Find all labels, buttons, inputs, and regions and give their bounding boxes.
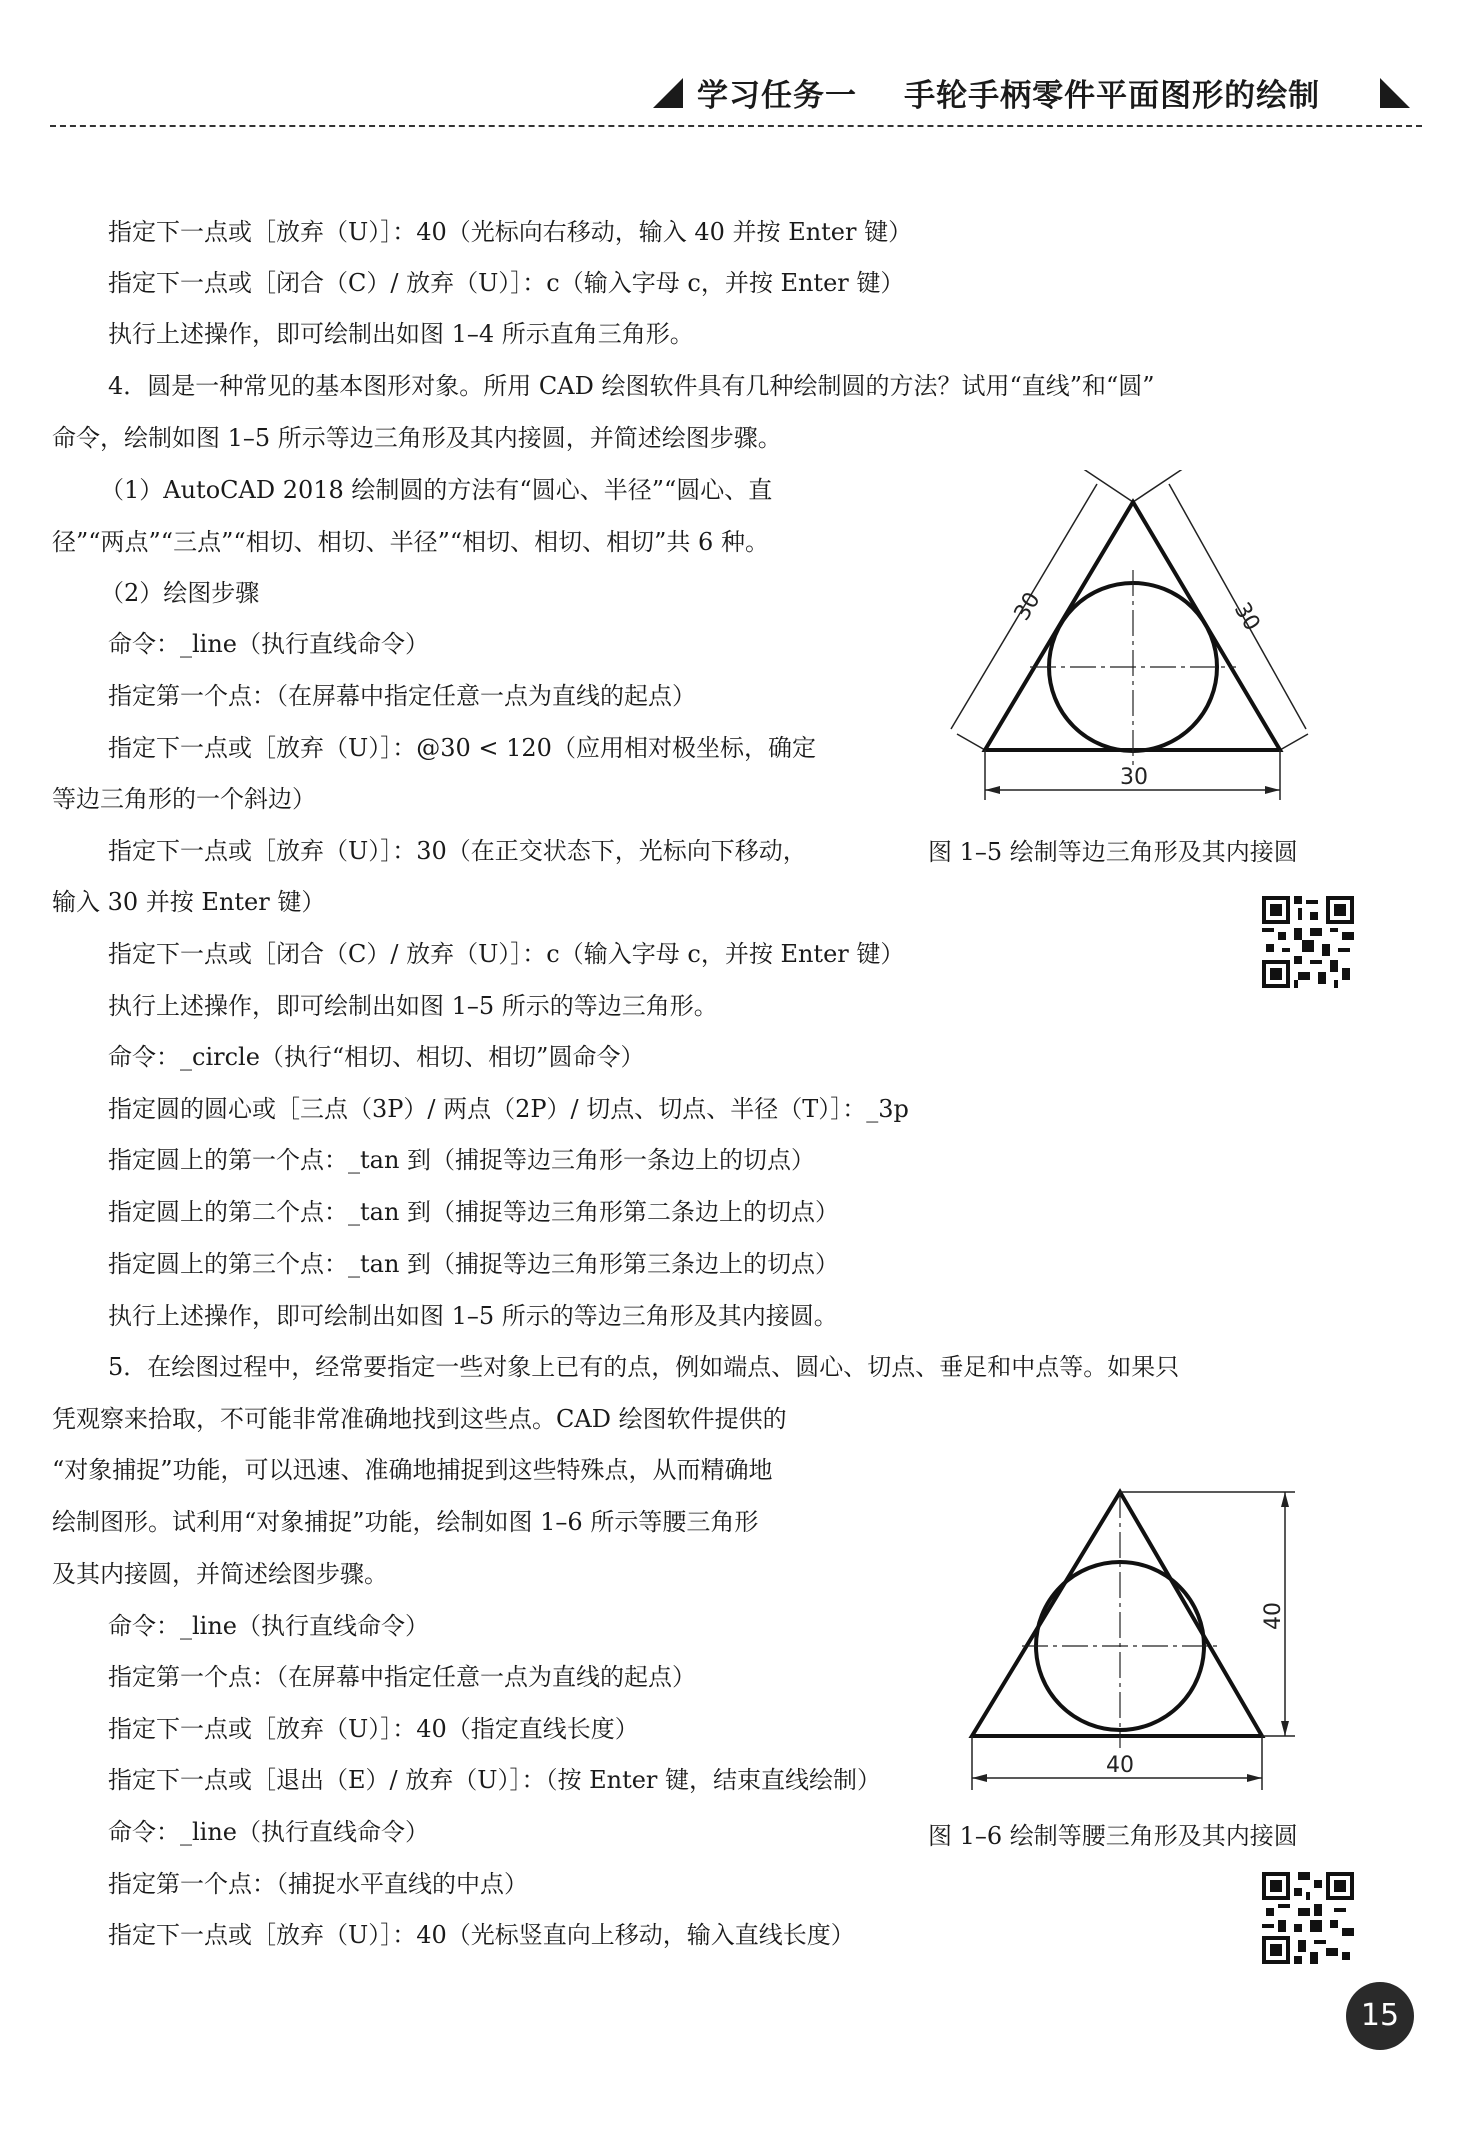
text-line: 指定下一点或［放弃（U）］：40（指定直线长度） [108, 1715, 639, 1743]
running-header [0, 62, 1474, 122]
text-line: 指定圆上的第二个点：_tan 到（捕捉等边三角形第二条边上的切点） [108, 1198, 840, 1226]
text-line: “对象捕捉”功能，可以迅速、准确地捕捉到这些特殊点，从而精确地 [52, 1456, 773, 1484]
text-line: 指定下一点或［放弃（U）］：@30 < 120（应用相对极坐标，确定 [108, 734, 816, 762]
arrow-icon [1281, 1721, 1289, 1736]
figure-1-5 [940, 470, 1340, 820]
dimension-label-left: 30 [1009, 588, 1046, 626]
arrow-icon [1265, 786, 1280, 794]
text-line: 指定下一点或［闭合（C）/ 放弃（U）］：c（输入字母 c，并按 Enter 键） [108, 269, 905, 297]
header-triangle-right-icon [1380, 78, 1410, 108]
extension-line [957, 734, 985, 750]
figure-1-6 [960, 1480, 1300, 1800]
text-line: 径”“两点”“三点”“相切、相切、半径”“相切、相切、相切”共 6 种。 [52, 528, 769, 556]
text-line: 命令，绘制如图 1–5 所示等边三角形及其内接圆，并简述绘图步骤。 [52, 424, 782, 452]
text-line: 指定下一点或［闭合（C）/ 放弃（U）］：c（输入字母 c，并按 Enter 键） [108, 940, 905, 968]
text-line: 命令：_circle（执行“相切、相切、相切”圆命令） [108, 1043, 645, 1071]
text-line: 5．在绘图过程中，经常要指定一些对象上已有的点，例如端点、圆心、切点、垂足和中点等。如果只 [108, 1353, 1180, 1381]
page-number: 15 [1346, 1982, 1414, 2050]
text-line: 凭观察来拾取，不可能非常准确地找到这些点。CAD 绘图软件提供的 [52, 1405, 787, 1433]
dimension-label-right: 40 [1261, 1602, 1286, 1630]
text-line: 指定第一个点：（在屏幕中指定任意一点为直线的起点） [108, 1663, 696, 1691]
header-triangle-left-icon [653, 78, 683, 108]
text-line: 绘制图形。试利用“对象捕捉”功能，绘制如图 1–6 所示等腰三角形 [52, 1508, 759, 1536]
figure-1-6-caption: 图 1–6 绘制等腰三角形及其内接圆 [928, 1822, 1298, 1850]
text-line: 指定第一个点：（在屏幕中指定任意一点为直线的起点） [108, 682, 696, 710]
text-line: 命令：_line（执行直线命令） [108, 1818, 430, 1846]
text-line: 命令：_line（执行直线命令） [108, 1612, 430, 1640]
arrow-icon [1281, 1492, 1289, 1507]
text-line: 指定圆上的第一个点：_tan 到（捕捉等边三角形一条边上的切点） [108, 1146, 816, 1174]
text-line: 执行上述操作，即可绘制出如图 1–5 所示的等边三角形及其内接圆。 [108, 1302, 838, 1330]
qr-code-icon[interactable] [1262, 1872, 1354, 1964]
text-line: 指定下一点或［放弃（U）］：30（在正交状态下，光标向下移动， [108, 837, 807, 865]
dimension-label-bottom: 40 [1106, 1753, 1134, 1778]
text-line: 指定下一点或［放弃（U）］：40（光标向右移动，输入 40 并按 Enter 键） [108, 218, 913, 246]
text-line: 指定圆的圆心或［三点（3P）/ 两点（2P）/ 切点、切点、半径（T）］：_3p [108, 1095, 909, 1123]
text-line: 等边三角形的一个斜边） [52, 785, 316, 813]
text-line: 4．圆是一种常见的基本图形对象。所用 CAD 绘图软件具有几种绘制圆的方法？试用“直线”和“圆” [108, 372, 1155, 400]
text-line: 指定下一点或［退出（E）/ 放弃（U）］：（按 Enter 键，结束直线绘制） [108, 1766, 882, 1794]
text-line: 执行上述操作，即可绘制出如图 1–5 所示的等边三角形。 [108, 992, 718, 1020]
text-line: 输入 30 并按 Enter 键） [52, 888, 326, 916]
text-line: 命令：_line（执行直线命令） [108, 630, 430, 658]
isosceles-triangle [972, 1492, 1262, 1736]
text-line: 执行上述操作，即可绘制出如图 1–4 所示直角三角形。 [108, 320, 694, 348]
text-line: 指定下一点或［放弃（U）］：40（光标竖直向上移动，输入直线长度） [108, 1921, 855, 1949]
text-line: （2）绘图步骤 [100, 579, 260, 607]
text-line: 及其内接圆，并简述绘图步骤。 [52, 1560, 388, 1588]
extension-line [1280, 734, 1308, 750]
text-line: 指定圆上的第三个点：_tan 到（捕捉等边三角形第三条边上的切点） [108, 1250, 840, 1278]
dimension-label-bottom: 30 [1120, 765, 1148, 790]
arrow-icon [985, 786, 1000, 794]
figure-1-5-caption: 图 1–5 绘制等边三角形及其内接圆 [928, 838, 1298, 866]
arrow-icon [972, 1774, 987, 1782]
text-line: （1）AutoCAD 2018 绘制圆的方法有“圆心、半径”“圆心、直 [100, 476, 773, 504]
header-title: 学习任务一 手轮手柄零件平面图形的绘制 [697, 78, 1321, 114]
arrow-icon [1247, 1774, 1262, 1782]
dimension-label-right: 30 [1228, 598, 1265, 636]
header-dashed-rule [50, 125, 1422, 127]
text-line: 指定第一个点：（捕捉水平直线的中点） [108, 1870, 528, 1898]
qr-code-icon[interactable] [1262, 896, 1354, 988]
